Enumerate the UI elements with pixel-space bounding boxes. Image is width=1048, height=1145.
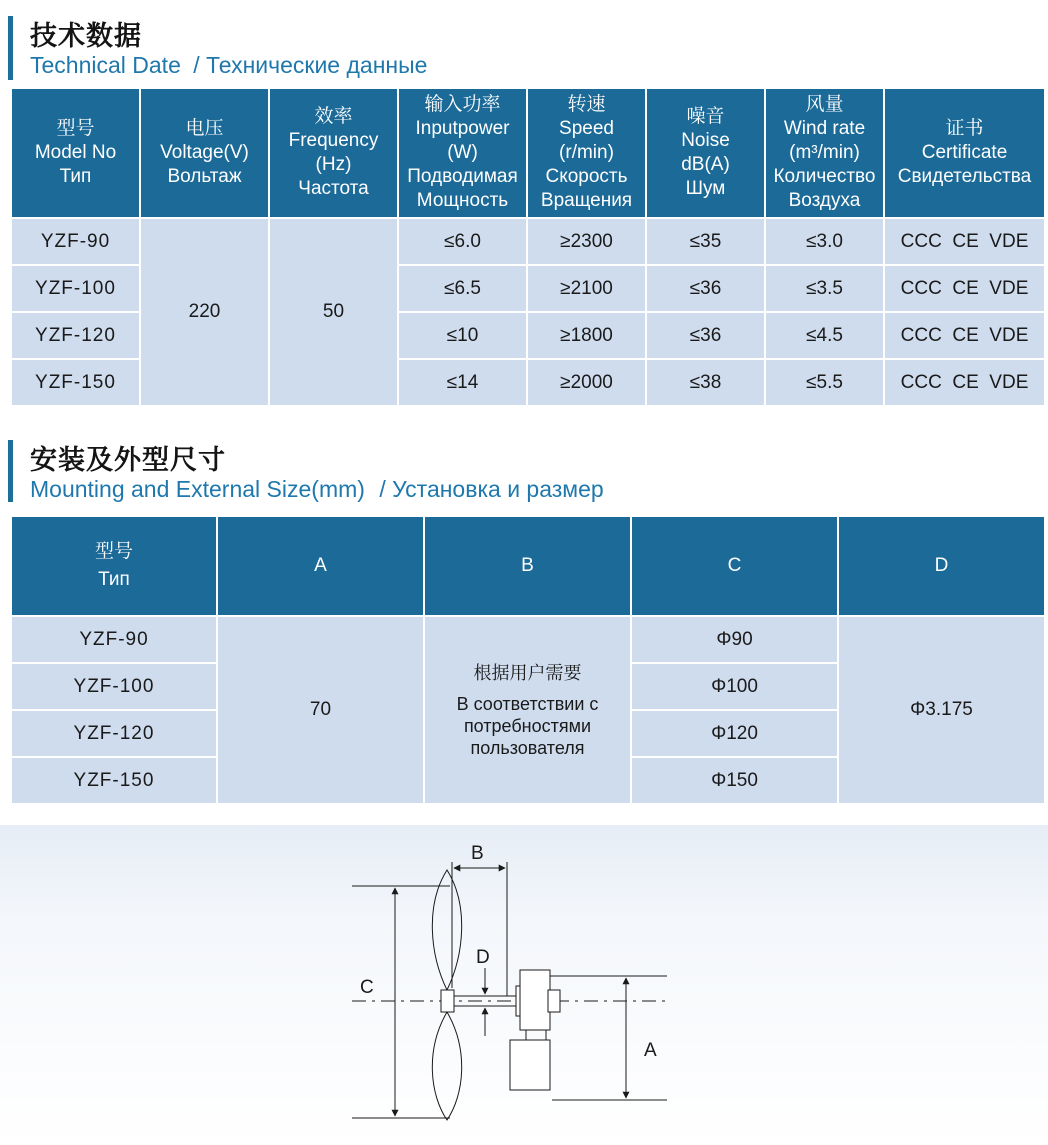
header-type-ru: Тип [98, 569, 130, 590]
section-title-en-text: Mounting and External Size(mm) [30, 476, 365, 502]
cell-model: YZF-120 [11, 710, 217, 757]
cell-noise: ≤38 [646, 359, 765, 406]
cell-model: YZF-150 [11, 757, 217, 804]
cell-cert: CCC CE VDE [884, 312, 1045, 359]
header-cert-en: Certificate [921, 142, 1008, 163]
cell-model: YZF-150 [11, 359, 140, 406]
cell-c-value: Φ100 [631, 663, 838, 710]
header-voltage [140, 88, 269, 218]
cell-cert: CCC CE VDE [884, 359, 1045, 406]
cell-voltage: 220 [140, 218, 269, 406]
label-b: B [471, 843, 484, 864]
section-title-ru-text: / Технические данные [193, 52, 428, 78]
b-note-ru3: пользователя [470, 738, 585, 758]
header-voltage-cn: 电压 [185, 118, 224, 139]
header-voltage-ru: Вольтаж [167, 166, 242, 187]
cell-speed: ≥2300 [527, 218, 646, 265]
header-frequency-en: Frequency [288, 130, 379, 151]
header-wind-cn: 风量 [805, 94, 844, 115]
header-frequency-cn: 效率 [314, 106, 353, 127]
cell-wind: ≤5.5 [765, 359, 884, 406]
cell-c-value: Φ90 [631, 616, 838, 663]
cell-noise: ≤36 [646, 265, 765, 312]
header-c: C [631, 516, 838, 616]
b-note-ru1: В соответствии с [456, 694, 599, 714]
header-noise-en: Noise [681, 130, 730, 151]
label-d: D [476, 947, 490, 968]
header-frequency [269, 88, 398, 218]
cell-frequency: 50 [269, 218, 398, 406]
cell-cert: CCC CE VDE [884, 218, 1045, 265]
header-frequency-ru: Частота [298, 178, 369, 199]
section-technical-data-header [8, 14, 608, 84]
cell-model: YZF-100 [11, 663, 217, 710]
header-power-cn: 输入功率 [424, 94, 501, 115]
cell-noise: ≤36 [646, 312, 765, 359]
label-c: C [360, 977, 374, 998]
header-model [11, 88, 140, 218]
motor-body [520, 970, 550, 1030]
header-d: D [838, 516, 1045, 616]
cell-model: YZF-100 [11, 265, 140, 312]
header-power-en: Inputpower [415, 118, 510, 139]
cell-noise: ≤35 [646, 218, 765, 265]
header-noise-unit: dB(A) [681, 154, 730, 175]
header-speed-ru: Скорость [545, 166, 628, 187]
cell-wind: ≤4.5 [765, 312, 884, 359]
header-cert-cn: 证书 [945, 118, 984, 139]
table-header-row [11, 88, 1045, 218]
cell-model: YZF-90 [11, 218, 140, 265]
section-accent-bar [8, 440, 13, 502]
section-title-en [30, 52, 427, 79]
cell-speed: ≥2100 [527, 265, 646, 312]
header-type-cn: 型号 [94, 541, 133, 562]
cell-c-value: Φ150 [631, 757, 838, 804]
cell-wind: ≤3.5 [765, 265, 884, 312]
header-power-ru2: Мощность [416, 190, 509, 211]
header-model-ru: Тип [59, 166, 92, 187]
header-noise-cn: 噪音 [686, 106, 725, 127]
cell-power: ≤6.5 [398, 265, 527, 312]
technical-data-table [10, 87, 1046, 407]
header-model-cn: 型号 [56, 118, 95, 139]
header-model-en: Model No [34, 142, 117, 163]
cell-model: YZF-120 [11, 312, 140, 359]
header-cert-ru: Свидетельства [897, 166, 1032, 187]
header-power-unit: (W) [447, 142, 478, 163]
header-power-ru: Подводимая [407, 166, 518, 187]
table-row [11, 616, 1045, 663]
section-title-cn: 技术数据 [30, 21, 142, 52]
table-header-row [11, 516, 1045, 616]
section-title-cn: 安装及外型尺寸 [30, 445, 226, 476]
header-speed-en: Speed [559, 118, 614, 139]
b-note-cn: 根据用户需要 [473, 663, 582, 684]
header-wind-ru: Количество [773, 166, 876, 187]
cell-b-note [424, 616, 631, 804]
section-title-ru-text: / Установка и размер [379, 476, 604, 502]
header-wind-en: Wind rate [783, 118, 866, 139]
header-wind-unit: (m³/min) [789, 142, 860, 163]
header-a: A [217, 516, 424, 616]
label-a: A [644, 1040, 657, 1061]
section-title-en-text: Technical Date [30, 52, 181, 78]
section-title-en [30, 476, 604, 503]
header-type [11, 516, 217, 616]
cell-cert: CCC CE VDE [884, 265, 1045, 312]
cell-power: ≤6.0 [398, 218, 527, 265]
cell-speed: ≥1800 [527, 312, 646, 359]
header-speed-unit: (r/min) [559, 142, 614, 163]
header-frequency-unit: (Hz) [315, 154, 352, 175]
cell-power: ≤10 [398, 312, 527, 359]
b-note-ru2: потребностями [463, 716, 592, 736]
cell-wind: ≤3.0 [765, 218, 884, 265]
motor-base-block [510, 1040, 550, 1090]
cell-a-value: 70 [217, 616, 424, 804]
cell-power: ≤14 [398, 359, 527, 406]
header-speed-cn: 转速 [567, 94, 606, 115]
header-speed-ru2: Вращения [540, 190, 633, 211]
header-noise-ru: Шум [685, 178, 726, 199]
header-noise [646, 88, 765, 218]
section-mounting-header [8, 438, 808, 508]
fan-blade-lower [432, 1012, 461, 1120]
fan-blade-upper [432, 870, 461, 990]
cell-model: YZF-90 [11, 616, 217, 663]
header-speed [527, 88, 646, 218]
table-row [11, 218, 1045, 265]
cell-c-value: Φ120 [631, 710, 838, 757]
header-wind-rate [765, 88, 884, 218]
mounting-size-table [10, 515, 1046, 805]
cell-d-value: Φ3.175 [838, 616, 1045, 804]
motor-end-cap [548, 990, 560, 1012]
cell-speed: ≥2000 [527, 359, 646, 406]
header-b: B [424, 516, 631, 616]
header-voltage-en: Voltage(V) [160, 142, 249, 163]
fan-hub [441, 990, 454, 1012]
header-wind-ru2: Воздуха [788, 190, 861, 211]
section-accent-bar [8, 16, 13, 80]
header-certificate [884, 88, 1045, 218]
header-input-power [398, 88, 527, 218]
fan-dimension-diagram [0, 825, 1048, 1145]
